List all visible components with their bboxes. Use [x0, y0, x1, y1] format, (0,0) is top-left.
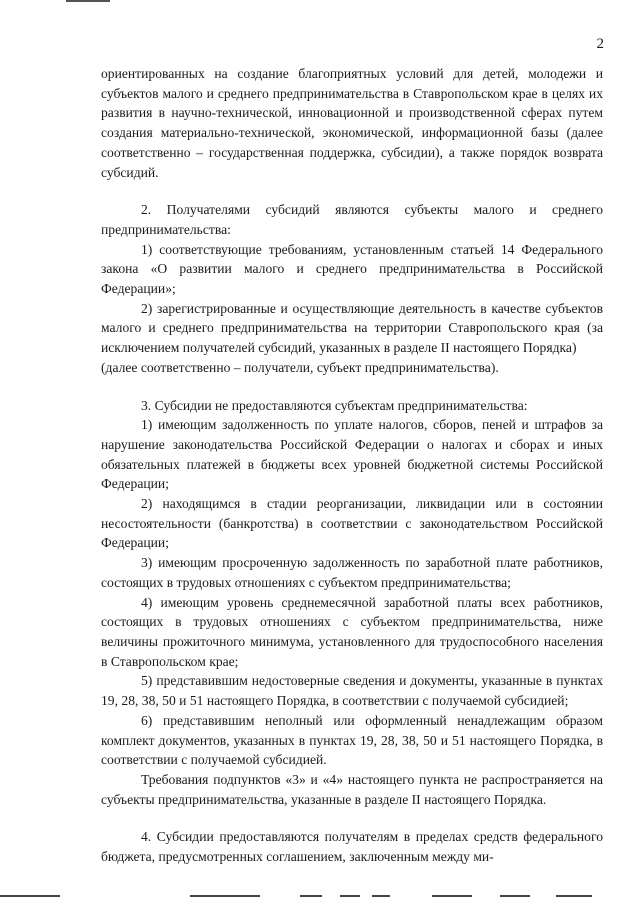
paragraph-continuation: ориентированных на создание благоприятных условий для детей, молодежи и субъектов малого и среднего предпринимательства в Ставропольском крае в целях их развития в научно-технической, инновационной и производственной сферах путем создания материально-технической, экономической, информационной базы (далее соответственно – государственная поддержка, субсидии), а также порядок возврата субсидий. — [101, 66, 603, 180]
scan-bottom-artifacts — [0, 895, 640, 899]
paragraph-item-3: 3. Субсидии не предоставляются субъектам предпринимательства: — [141, 397, 528, 413]
subitem-3-2: 2) находящимся в стадии реорганизации, ликвидации или в состоянии несостоятельности (банкротства) в соответствии с законодательством Российской Федерации; — [101, 496, 603, 551]
subitem-3-1: 1) имеющим задолженность по уплате налогов, сборов, пеней и штрафов за нарушение законодательства Российской Федерации о налогах и сборах и иных обязательных платежей в бюджеты всех уровней бюджетной системы Российской Федерации; — [101, 417, 603, 492]
subitem-2-1: 1) соответствующие требованиям, установленным статьей 14 Федерального закона «О развитии малого и среднего предпринимательства в Российской Федерации»; — [101, 241, 603, 297]
subitem-3-3: 3) имеющим просроченную задолженность по заработной плате работников, состоящих в трудовых отношениях с субъектом предпринимательства; — [101, 555, 603, 590]
paragraph-item-2-tail: (далее соответственно – получатели, субъект предпринимательства). — [101, 359, 499, 375]
paragraph-item-3-note: Требования подпунктов «3» и «4» настоящего пункта не распространяется на субъекты предпринимательства, указанные в разделе II настоящего Порядка. — [101, 771, 603, 807]
document-body — [101, 64, 603, 867]
paragraph-item-4: 4. Субсидии предоставляются получателям в пределах средств федерального бюджета, предусмотренных соглашением, заключенным между ми- — [101, 829, 603, 865]
subitem-2-2: 2) зарегистрированные и осуществляющие деятельность в качестве субъектов малого и среднего предпринимательства на территории Ставропольского края (за исключением получателей субсидий, указанных в разделе II настоящего Порядка) — [101, 300, 603, 356]
scan-mark-top — [66, 0, 110, 2]
subitem-3-5: 5) представившим недостоверные сведения и документы, указанные в пунктах 19, 28, 38, 50 и 51 настоящего Порядка, в соответствии с получаемой субсидией; — [101, 673, 603, 709]
subitem-3-6: 6) представившим неполный или оформленный ненадлежащим образом комплект документов, указанных в пунктах 19, 28, 38, 50 и 51 настоящего Порядка, в соответствии с получаемой субсидией. — [101, 712, 603, 768]
page-number: 2 — [596, 36, 604, 52]
subitem-3-4: 4) имеющим уровень среднемесячной заработной платы всех работников, состоящих в трудовых отношениях с субъектом предпринимательства, ниже величины прожиточного минимума, установленного для трудоспособного населения в Ставропольском крае; — [101, 594, 603, 669]
paragraph-item-2: 2. Получателями субсидий являются субъекты малого и среднего предпринимательства: — [101, 202, 603, 237]
